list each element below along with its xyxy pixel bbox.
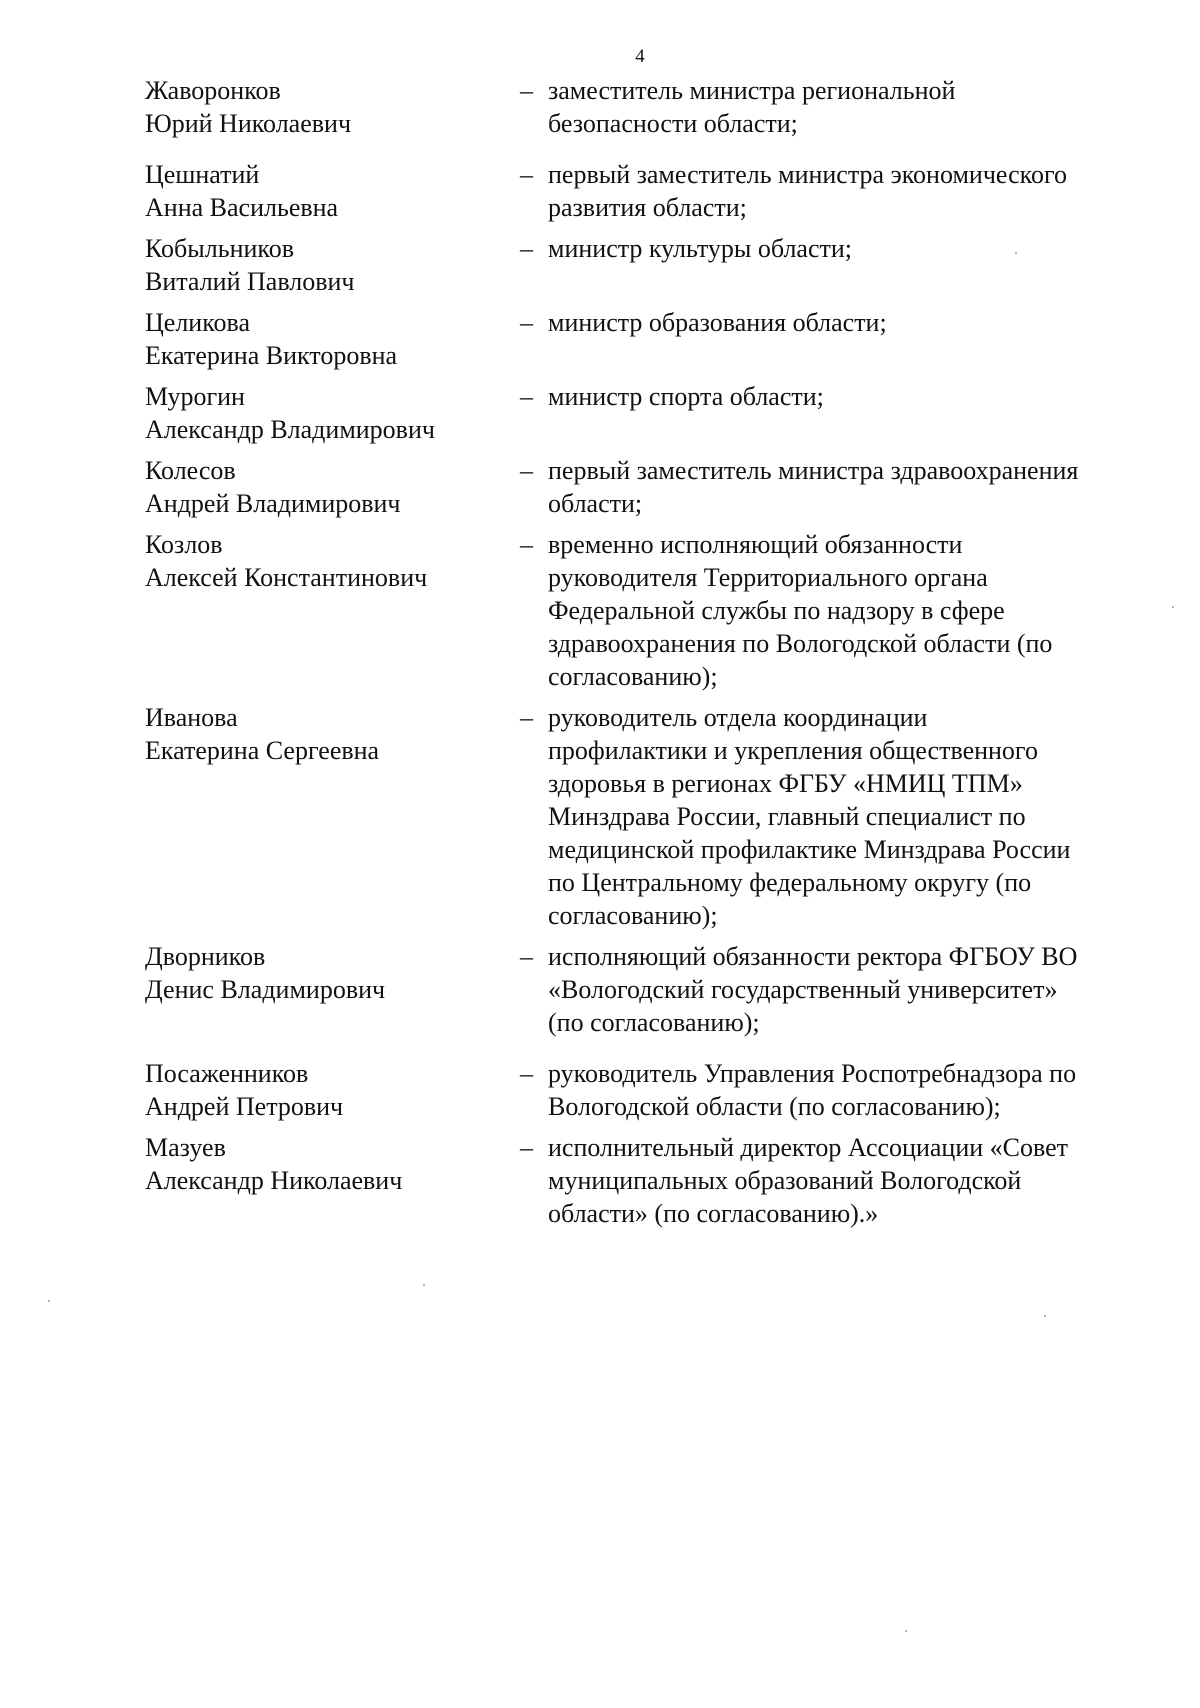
member-dash: –	[520, 160, 533, 189]
member-dash: –	[520, 76, 533, 105]
member-role: временно исполняющий обязанности руководителя Территориального органа Федеральной службы по надзору в сфере здравоохранения по Вологодской области (по согласованию);	[548, 530, 1053, 691]
member-name: Посаженников Андрей Петрович	[145, 1059, 344, 1121]
member-name: Иванова Екатерина Сергеевна	[145, 703, 380, 765]
member-role: заместитель министра региональной безопасности области;	[548, 76, 956, 138]
member-dash: –	[520, 456, 533, 485]
scan-speck	[1172, 606, 1174, 608]
member-entry-10	[145, 1057, 1155, 1123]
member-dash: –	[520, 530, 533, 559]
member-entry-4	[145, 306, 1155, 372]
member-entry-6	[145, 454, 1155, 520]
member-dash: –	[520, 1133, 533, 1162]
member-role: первый заместитель министра здравоохранения области;	[548, 456, 1079, 518]
member-role: исполнительный директор Ассоциации «Совет муниципальных образований Вологодской области» (по согласованию).»	[548, 1133, 1069, 1228]
member-dash: –	[520, 308, 533, 337]
scan-speck	[905, 1630, 907, 1632]
scan-speck	[1044, 1315, 1046, 1317]
member-dash: –	[520, 703, 533, 732]
member-name: Мазуев Александр Николаевич	[145, 1133, 403, 1195]
member-name: Кобыльников Виталий Павлович	[145, 234, 355, 296]
member-entry-7	[145, 528, 1155, 693]
member-name: Мурогин Александр Владимирович	[145, 382, 435, 444]
member-name: Колесов Андрей Владимирович	[145, 456, 401, 518]
member-role: министр спорта области;	[548, 382, 824, 411]
member-entry-8	[145, 701, 1155, 932]
member-list	[145, 74, 1155, 1230]
page-number: 4	[635, 46, 645, 67]
member-name: Целикова Екатерина Викторовна	[145, 308, 398, 370]
member-entry-9	[145, 940, 1155, 1039]
member-role: первый заместитель министра экономического развития области;	[548, 160, 1067, 222]
member-dash: –	[520, 234, 533, 263]
member-role: министр образования области;	[548, 308, 887, 337]
member-role: руководитель отдела координации профилактики и укрепления общественного здоровья в регионах ФГБУ «НМИЦ ТПМ» Минздрава России, главный специалист по медицинской профилактике Минздрава России по Центральному федеральному округу (по согласованию);	[548, 703, 1071, 930]
scan-speck	[48, 1300, 50, 1302]
member-role: руководитель Управления Роспотребнадзора по Вологодской области (по согласованию);	[548, 1059, 1077, 1121]
member-dash: –	[520, 1059, 533, 1088]
member-name: Козлов Алексей Константинович	[145, 530, 428, 592]
member-entry-2	[145, 158, 1155, 224]
member-entry-11	[145, 1131, 1155, 1230]
scan-speck	[423, 1284, 425, 1286]
member-name: Цешнатий Анна Васильевна	[145, 160, 339, 222]
scan-speck	[1015, 252, 1017, 254]
member-role: министр культуры области;	[548, 234, 853, 263]
member-entry-3	[145, 232, 1155, 298]
member-dash: –	[520, 382, 533, 411]
member-dash: –	[520, 942, 533, 971]
member-entry-1	[145, 74, 1155, 140]
member-name: Жаворонков Юрий Николаевич	[145, 76, 352, 138]
member-role: исполняющий обязанности ректора ФГБОУ ВО «Вологодский государственный университет» (по согласованию);	[548, 942, 1078, 1037]
member-name: Дворников Денис Владимирович	[145, 942, 386, 1004]
member-entry-5	[145, 380, 1155, 446]
